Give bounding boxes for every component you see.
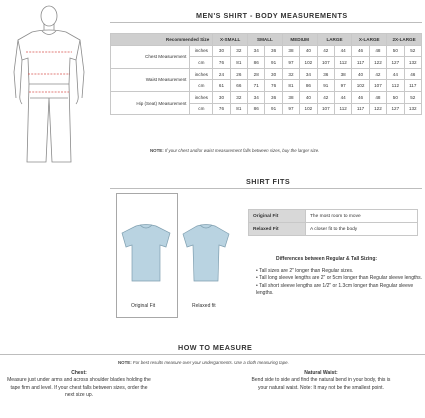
list-item: • Tall sizes are 2" longer than Regular sizes.: [256, 268, 354, 274]
table-row: [249, 210, 418, 223]
divider: [110, 22, 422, 23]
note-text: For best results measure over your undergarments. Use a cloth measuring tape.: [131, 360, 289, 365]
measurements-title: MEN'S SHIRT - BODY MEASUREMENTS: [196, 11, 348, 20]
body-measurements-table: [110, 33, 422, 115]
value-cell: 132: [404, 103, 421, 115]
table-row: [111, 68, 422, 80]
shirt-fits-title: SHIRT FITS: [246, 177, 291, 186]
value-cell: 91: [317, 80, 334, 92]
unit-cell: cm: [190, 80, 213, 92]
note-label: NOTE:: [150, 148, 164, 153]
chest-heading: Chest:: [71, 370, 87, 376]
value-cell: 50: [387, 45, 404, 57]
value-cell: 48: [369, 91, 386, 103]
unit-cell: inches: [190, 91, 213, 103]
value-cell: 40: [300, 91, 317, 103]
unit-cell: inches: [190, 45, 213, 57]
size-header: MEDIUM: [282, 34, 317, 46]
value-cell: 30: [213, 91, 230, 103]
waist-heading: Natural Waist:: [304, 370, 338, 376]
value-cell: 44: [334, 45, 351, 57]
row-label: Waist Measurement: [111, 68, 190, 91]
value-cell: 52: [404, 45, 421, 57]
value-cell: 127: [387, 57, 404, 69]
value-cell: 127: [387, 103, 404, 115]
value-cell: 46: [352, 45, 369, 57]
size-header: LARGE: [317, 34, 352, 46]
value-cell: 112: [334, 57, 351, 69]
list-item: • Tall long sleeve lengths are 2" or 5cm longer than Regular sleeve lengths.: [256, 275, 423, 282]
measure-note: [118, 360, 289, 365]
value-cell: 38: [334, 68, 351, 80]
unit-cell: cm: [190, 103, 213, 115]
value-cell: 91: [265, 103, 282, 115]
value-cell: 86: [248, 103, 265, 115]
fit-description: A closer fit to the body: [306, 223, 418, 236]
value-cell: 81: [230, 103, 247, 115]
value-cell: 34: [248, 91, 265, 103]
table-row: [111, 45, 422, 57]
value-cell: 107: [317, 103, 334, 115]
value-cell: 44: [334, 91, 351, 103]
value-cell: 50: [387, 91, 404, 103]
value-cell: 48: [369, 45, 386, 57]
list-item: • Tall short sleeve lengths are 1/2" or 1.3cm longer than Regular sleeve lengths.: [256, 282, 414, 296]
size-header: SMALL: [248, 34, 283, 46]
value-cell: 30: [213, 45, 230, 57]
table-row: [111, 91, 422, 103]
body-figure-illustration: [2, 2, 97, 170]
value-cell: 30: [265, 68, 282, 80]
value-cell: 117: [404, 80, 421, 92]
value-cell: 42: [317, 45, 334, 57]
row-label: Hip (Seat) Measurement: [111, 91, 190, 114]
value-cell: 66: [230, 80, 247, 92]
instruction-line: next size up.: [64, 391, 94, 398]
value-cell: 32: [282, 68, 299, 80]
original-fit-caption: Original Fit: [131, 303, 156, 309]
value-cell: 86: [300, 80, 317, 92]
value-cell: 76: [265, 80, 282, 92]
value-cell: 76: [213, 103, 230, 115]
value-cell: 71: [248, 80, 265, 92]
value-cell: 122: [369, 57, 386, 69]
value-cell: 117: [352, 57, 369, 69]
sizing-differences-list: [256, 268, 424, 297]
value-cell: 26: [230, 68, 247, 80]
value-cell: 81: [230, 57, 247, 69]
value-cell: 102: [300, 57, 317, 69]
value-cell: 32: [230, 45, 247, 57]
value-cell: 97: [282, 103, 299, 115]
value-cell: 32: [230, 91, 247, 103]
recommended-size-label: Recommended Size: [111, 34, 213, 46]
value-cell: 86: [248, 57, 265, 69]
value-cell: 97: [334, 80, 351, 92]
value-cell: 44: [387, 68, 404, 80]
value-cell: 107: [317, 57, 334, 69]
value-cell: 107: [369, 80, 386, 92]
table-row: [249, 223, 418, 236]
chest-instructions: [4, 370, 154, 399]
value-cell: 28: [248, 68, 265, 80]
instruction-line: your natural waist. Note: It may not be the smallest point.: [258, 384, 384, 391]
value-cell: 61: [213, 80, 230, 92]
fit-name: Original Fit: [249, 210, 306, 223]
value-cell: 112: [334, 103, 351, 115]
note-text: If your chest and/or waist measurement falls between sizes, buy the larger size.: [163, 148, 320, 153]
value-cell: 36: [265, 45, 282, 57]
value-cell: 52: [404, 91, 421, 103]
value-cell: 112: [387, 80, 404, 92]
fits-table: [248, 209, 418, 236]
fit-name: Relaxed Fit: [249, 223, 306, 236]
value-cell: 24: [213, 68, 230, 80]
value-cell: 36: [265, 91, 282, 103]
row-label: Chest Measurement: [111, 45, 190, 68]
value-cell: 34: [248, 45, 265, 57]
how-to-measure-title: HOW TO MEASURE: [178, 343, 253, 352]
value-cell: 132: [404, 57, 421, 69]
size-header: X-LARGE: [352, 34, 387, 46]
measurements-note: [150, 148, 319, 153]
unit-cell: cm: [190, 57, 213, 69]
divider: [0, 354, 425, 355]
fit-description: The most room to move: [306, 210, 418, 223]
value-cell: 42: [369, 68, 386, 80]
value-cell: 38: [282, 91, 299, 103]
instruction-line: tape firm and level. If your chest falls between sizes, order the: [10, 384, 148, 391]
value-cell: 76: [213, 57, 230, 69]
instruction-line: Measure just under arms and across shoulder blades holding the: [7, 377, 151, 384]
size-header: X-SMALL: [213, 34, 248, 46]
value-cell: 102: [300, 103, 317, 115]
instruction-line: Bend side to side and find the natural bend in your body, this is: [251, 377, 391, 384]
value-cell: 42: [317, 91, 334, 103]
original-fit-shirt-illustration: [120, 223, 172, 283]
value-cell: 117: [352, 103, 369, 115]
value-cell: 34: [300, 68, 317, 80]
sizing-differences-title: Differences between Regular & Tall Sizing:: [276, 256, 378, 262]
value-cell: 122: [369, 103, 386, 115]
value-cell: 46: [404, 68, 421, 80]
value-cell: 97: [282, 57, 299, 69]
value-cell: 91: [265, 57, 282, 69]
value-cell: 40: [352, 68, 369, 80]
relaxed-fit-shirt-illustration: [180, 223, 232, 283]
value-cell: 38: [282, 45, 299, 57]
size-header: 2X-LARGE: [387, 34, 422, 46]
value-cell: 40: [300, 45, 317, 57]
waist-instructions: [236, 370, 406, 392]
note-label: NOTE:: [118, 360, 132, 365]
value-cell: 81: [282, 80, 299, 92]
relaxed-fit-caption: Relaxed fit: [192, 303, 216, 309]
value-cell: 36: [317, 68, 334, 80]
unit-cell: inches: [190, 68, 213, 80]
value-cell: 102: [352, 80, 369, 92]
divider: [110, 188, 422, 189]
table-header-row: [111, 34, 422, 46]
value-cell: 46: [352, 91, 369, 103]
